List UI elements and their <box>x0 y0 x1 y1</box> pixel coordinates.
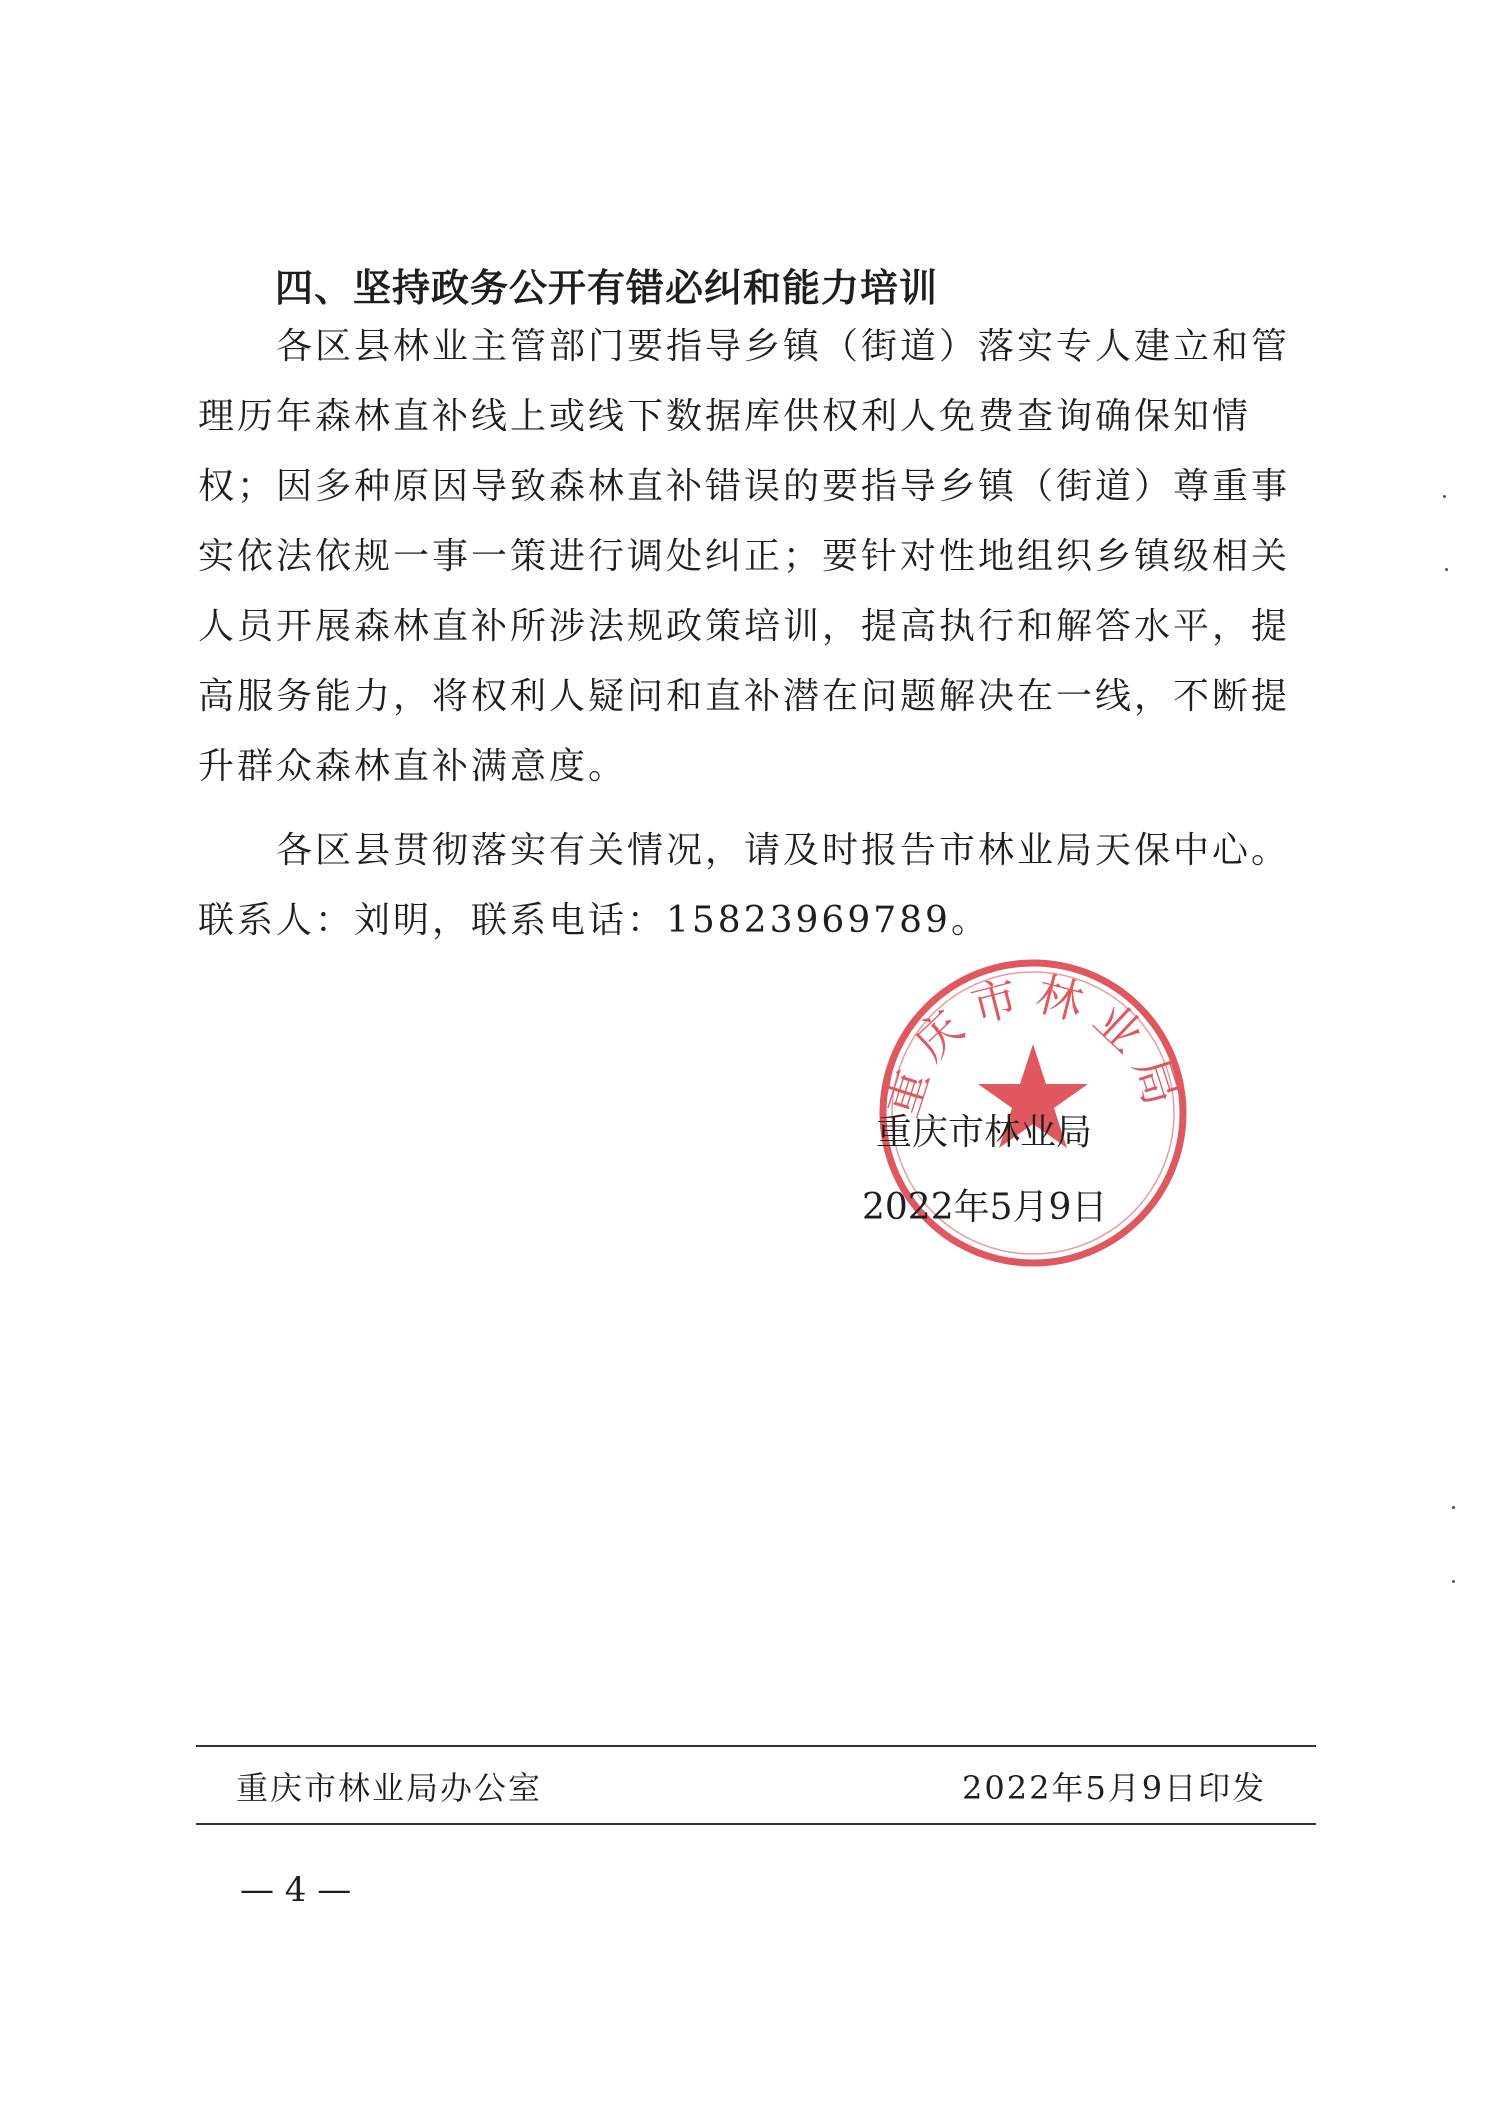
paragraph-1-line-3: 权；因多种原因导致森林直补错误的要指导乡镇（街道）尊重事 <box>198 466 1291 507</box>
signature-date: 2022年5月9日 <box>862 1187 1108 1228</box>
scan-speck <box>1452 1506 1455 1509</box>
paragraph-1-line-7: 升群众森林直补满意度。 <box>198 746 628 787</box>
page-number: — 4 — <box>240 1870 352 1910</box>
paragraph-1-line-2: 理历年森林直补线上或线下数据库供权利人免费查询确保知情 <box>198 396 1252 437</box>
paragraph-1-line-5: 人员开展森林直补所涉法规政策培训，提高执行和解答水平，提 <box>198 606 1291 647</box>
paragraph-1-line-6: 高服务能力，将权利人疑问和直补潜在问题解决在一线，不断提 <box>198 676 1291 717</box>
footer-top-rule <box>196 1745 1316 1747</box>
section-heading: 四、坚持政务公开有错必纠和能力培训 <box>275 266 939 310</box>
signature-issuer: 重庆市林业局 <box>876 1112 1093 1153</box>
footer-bottom-rule <box>196 1823 1316 1825</box>
paragraph-1-line-1: 各区县林业主管部门要指导乡镇（街道）落实专人建立和管 <box>276 326 1291 367</box>
paragraph-1-line-4: 实依法依规一事一策进行调处纠正；要针对性地组织乡镇级相关 <box>198 536 1291 577</box>
scan-speck <box>1445 568 1448 571</box>
footer-office: 重庆市林业局办公室 <box>236 1769 543 1807</box>
scan-speck <box>1452 1580 1455 1583</box>
seal-text: 重庆市林业局 <box>873 966 1193 1123</box>
paragraph-2-line-2: 联系人：刘明，联系电话：15823969789。 <box>198 900 990 941</box>
paragraph-2-line-1: 各区县贯彻落实有关情况，请及时报告市林业局天保中心。 <box>276 830 1291 871</box>
scan-speck <box>1443 495 1446 498</box>
footer-print-date: 2022年5月9日印发 <box>962 1769 1267 1807</box>
